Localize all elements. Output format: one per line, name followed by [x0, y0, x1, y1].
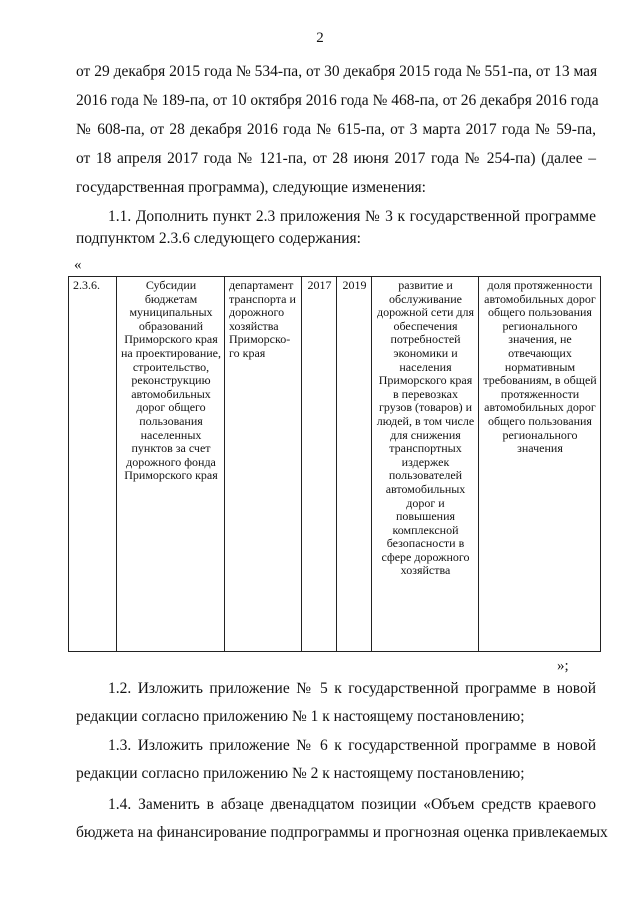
text-line: 1.3. Изложить приложение № 6 к государственной программе в новой [108, 737, 596, 754]
text-line: подпунктом 2.3.6 следующего содержания: [76, 230, 361, 247]
text-line: 1.1. Дополнить пункт 2.3 приложения № 3 к государственной программе [108, 208, 596, 225]
cell-executor: департамент транспорта и дорожного хозяйства Приморско-го края [225, 277, 302, 652]
opening-quote: « [74, 257, 82, 273]
text-line: редакции согласно приложению № 1 к настоящему постановлению; [76, 708, 525, 725]
text-line: от 29 декабря 2015 года № 534-па, от 30 декабря 2015 года № 551-па, от 13 мая [76, 63, 598, 80]
cell-end-year: 2019 [337, 277, 372, 652]
text-line: от 18 апреля 2017 года № 121-па, от 28 июня 2017 года № 254-па) (далее – [76, 150, 596, 167]
text-line: № 608-па, от 28 декабря 2016 года № 615-па, от 3 марта 2017 года № 59-па, [76, 121, 596, 138]
cell-indicator: доля протяженности автомобильных дорог общего пользования регионального значения, не отвечающих нормативным требованиям, в общей протяженности автомобильных дорог общего пользования регионального значения [479, 277, 601, 652]
cell-measure-name: Субсидии бюджетам муниципальных образований Приморского края на проектирование, строительство, реконструкцию автомобильных дорог общего пользования населенных пунктов за счет дорожного фонда Приморского края [117, 277, 225, 652]
text-line: 1.2. Изложить приложение № 5 к государственной программе в новой [108, 680, 596, 697]
cell-expected-result: развитие и обслуживание дорожной сети для обеспечения потребностей экономики и населения Приморского края в перевозках грузов (товаров) и людей, в том числе для снижения транспортных издержек пользователей автомобильных дорог и повышения комплексной безопасности в сфере дорожного хозяйства [372, 277, 479, 652]
subprogram-table [68, 276, 601, 652]
text-line: государственная программа), следующие изменения: [76, 179, 426, 196]
page-number: 2 [316, 30, 324, 46]
text-line: бюджета на финансирование подпрограммы и прогнозная оценка привлекаемых [76, 824, 608, 841]
closing-quote: »; [557, 658, 569, 674]
text-line: 2016 года № 189-па, от 10 октября 2016 года № 468-па, от 26 декабря 2016 года [76, 92, 599, 109]
cell-number: 2.3.6. [69, 277, 117, 652]
text-line: 1.4. Заменить в абзаце двенадцатом позиции «Объем средств краевого [108, 796, 596, 813]
text-line: редакции согласно приложению № 2 к настоящему постановлению; [76, 765, 525, 782]
table-row [69, 277, 601, 652]
cell-start-year: 2017 [302, 277, 337, 652]
